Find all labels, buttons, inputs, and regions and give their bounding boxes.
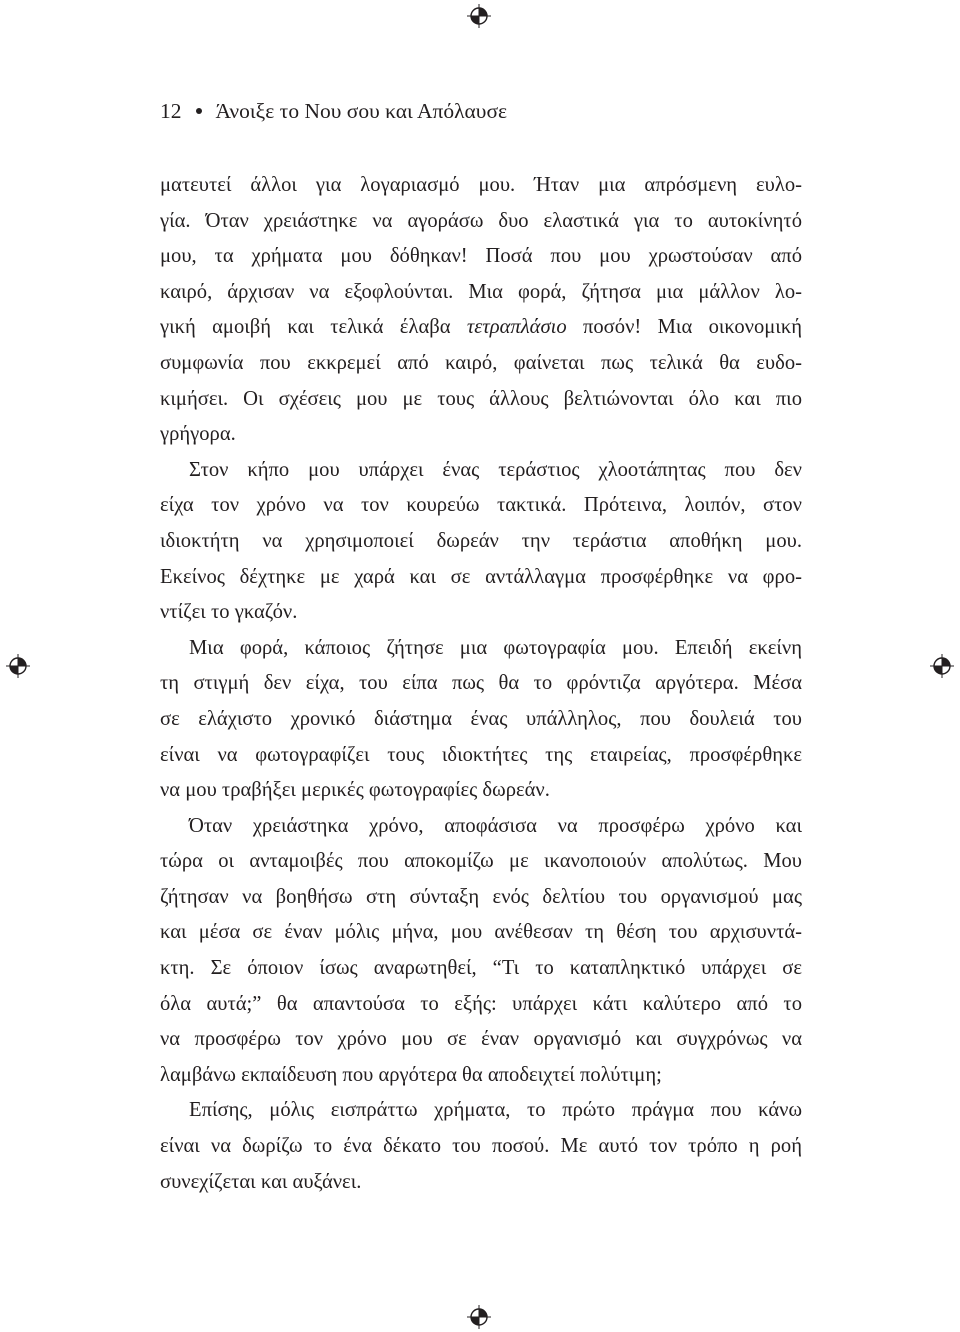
text-segment: ποσόν! Μια οικονομική [566, 316, 802, 339]
text-line [160, 809, 802, 845]
text-segment: Όταν χρειάστηκα χρόνο, αποφάσισα να προσφέρω χρόνο και [189, 814, 802, 837]
text-line [160, 524, 802, 560]
text-segment: όλα αυτά;” θα απαντούσα το εξής: υπάρχει κάτι καλύτερο από το [160, 992, 802, 1015]
text-line [160, 844, 802, 880]
text-segment: είναι να φωτογραφίζει τους ιδιοκτήτες της εταιρείας, προσφέρθηκε [160, 743, 802, 766]
text-line [160, 488, 802, 524]
text-segment: Στον κήπο μου υπάρχει ένας τεράστιος χλοοτάπητας που δεν [189, 458, 802, 481]
text-line [160, 382, 802, 418]
text-segment: γία. Όταν χρειάστηκε να αγοράσω δυο ελαστικά για το αυτοκίνητό [160, 209, 802, 232]
text-line [160, 773, 802, 809]
text-segment: να προσφέρω τον χρόνο μου σε έναν οργανισμό και συγχρόνως να [160, 1028, 802, 1051]
text-line [160, 951, 802, 987]
text-line [160, 738, 802, 774]
text-line [160, 666, 802, 702]
paragraph [160, 631, 802, 809]
text-line [160, 1129, 802, 1165]
text-line [160, 1022, 802, 1058]
text-line [160, 702, 802, 738]
text-segment: ιδιοκτήτη να χρησιμοποιεί δωρεάν την τεράστια αποθήκη μου. [160, 529, 802, 552]
text-line [160, 595, 802, 631]
text-segment: συνεχίζεται και αυξάνει. [160, 1170, 362, 1193]
text-line [160, 880, 802, 916]
text-line [160, 915, 802, 951]
text-line [160, 204, 802, 240]
text-line [160, 987, 802, 1023]
text-line [160, 275, 802, 311]
book-title: Άνοιξε το Νου σου και Απόλαυσε [215, 98, 508, 123]
emphasized-word: τετραπλάσιο [466, 316, 567, 339]
text-segment: είχα τον χρόνο να τον κουρεύω τακτικά. Πρότεινα, λοιπόν, στον [160, 494, 802, 517]
registration-mark-bottom-icon [467, 1305, 491, 1329]
text-line [160, 239, 802, 275]
text-segment: τώρα οι ανταμοιβές που αποκομίζω με ικανοποιούν απολύτως. Μου [160, 850, 802, 873]
text-segment: Μια φορά, κάποιος ζήτησε μια φωτογραφία μου. Επειδή εκείνη [189, 636, 802, 659]
paragraph [160, 809, 802, 1094]
text-line [160, 417, 802, 453]
text-line [160, 560, 802, 596]
text-segment: σε ελάχιστο χρονικό διάστημα ένας υπάλληλος, που δουλειά του [160, 707, 802, 730]
text-line [160, 168, 802, 204]
running-head [160, 94, 507, 128]
paragraph [160, 1093, 802, 1200]
text-line [160, 1165, 802, 1201]
page-number: 12 [160, 98, 182, 123]
text-segment: γρήγορα. [160, 423, 236, 446]
text-segment: Επίσης, μόλις εισπράττω χρήματα, το πρώτο πράγμα που κάνω [189, 1099, 802, 1122]
text-segment: Εκείνος δέχτηκε με χαρά και σε αντάλλαγμα προσφέρθηκε να φρο- [160, 565, 802, 588]
text-segment: να μου τραβήξει μερικές φωτογραφίες δωρεάν. [160, 779, 550, 802]
text-line [160, 310, 802, 346]
text-segment: γική αμοιβή και τελικά έλαβα [160, 316, 467, 339]
text-segment: καιρό, άρχισαν να εξοφλούνται. Μια φορά, ζήτησα μια μάλλον λο- [160, 280, 802, 303]
text-line [160, 1058, 802, 1094]
paragraph [160, 453, 802, 631]
text-segment: συμφωνία που εκκρεμεί από καιρό, φαίνεται πως τελικά θα ευδο- [160, 351, 802, 374]
text-segment: μου, τα χρήματα μου δόθηκαν! Ποσά που μου χρωστούσαν από [160, 245, 802, 268]
text-line [160, 453, 802, 489]
text-segment: είναι να δωρίζω το ένα δέκατο του ποσού. Με αυτό τον τρόπο η ροή [160, 1135, 802, 1158]
body-text [160, 168, 802, 1200]
text-segment: ματευτεί άλλοι για λογαριασμό μου. Ήταν μια απρόσμενη ευλο- [160, 174, 802, 196]
text-segment: τη στιγμή δεν είχα, του είπα πως θα το φρόντιζα αργότερα. Μέσα [160, 672, 802, 695]
text-segment: ζήτησαν να βοηθήσω στη σύνταξη ενός δελτίου του οργανισμού μας [160, 885, 802, 908]
text-segment: λαμβάνω εκπαίδευση που αργότερα θα αποδειχτεί πολύτιμη; [160, 1063, 662, 1086]
text-line [160, 346, 802, 382]
registration-mark-top-icon [467, 4, 491, 28]
text-segment: και μέσα σε έναν μόλις μήνα, μου ανέθεσαν τη θέση του αρχισυντά- [160, 921, 802, 944]
registration-mark-left-icon [6, 654, 30, 678]
text-line [160, 631, 802, 667]
registration-mark-right-icon [930, 654, 954, 678]
text-line [160, 1093, 802, 1129]
text-segment: κιμήσει. Οι σχέσεις μου με τους άλλους βελτιώνονται όλο και πιο [160, 387, 802, 410]
paragraph [160, 168, 802, 453]
text-segment: ντίζει το γκαζόν. [160, 601, 298, 624]
bullet-separator-icon [196, 108, 202, 114]
text-segment: κτη. Σε όποιον ίσως αναρωτηθεί, “Τι το καταπληκτικό υπάρχει σε [160, 957, 802, 980]
